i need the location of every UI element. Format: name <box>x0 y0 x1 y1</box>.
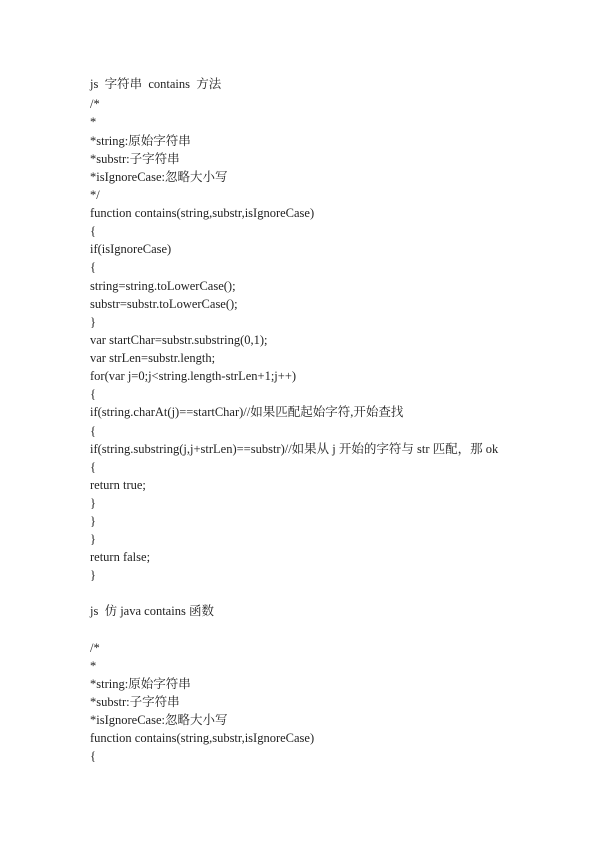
code-line: *isIgnoreCase:忽略大小写 <box>90 713 228 727</box>
code-line: return true; <box>90 478 146 492</box>
code-line: { <box>90 460 96 474</box>
code-line: } <box>90 496 96 510</box>
code-line: /* <box>90 641 100 655</box>
section-heading-contains-method: js 字符串 contains 方法 <box>90 77 222 91</box>
code-line: string=string.toLowerCase(); <box>90 279 236 293</box>
code-line: *substr:子字符串 <box>90 695 180 709</box>
code-line: * <box>90 115 97 129</box>
code-line: } <box>90 568 96 582</box>
code-line: return false; <box>90 550 151 564</box>
code-line: substr=substr.toLowerCase(); <box>90 297 238 311</box>
code-line: for(var j=0;j<string.length-strLen+1;j++) <box>90 369 297 383</box>
code-line: { <box>90 387 96 401</box>
code-line: { <box>90 749 96 763</box>
code-line: { <box>90 424 96 438</box>
code-line: *string:原始字符串 <box>90 677 191 691</box>
code-line: if(string.substring(j,j+strLen)==substr)//如果从 j 开始的字符与 str 匹配，那 ok <box>90 442 499 456</box>
code-line: } <box>90 315 96 329</box>
code-line: *isIgnoreCase:忽略大小写 <box>90 170 228 184</box>
code-line: { <box>90 260 96 274</box>
code-line: *substr:子字符串 <box>90 152 180 166</box>
code-line: * <box>90 659 97 673</box>
code-line: if(isIgnoreCase) <box>90 242 172 256</box>
code-line: } <box>90 532 96 546</box>
code-line: var strLen=substr.length; <box>90 351 216 365</box>
section-heading-java-contains: js 仿 java contains 函数 <box>90 604 214 618</box>
code-line: /* <box>90 97 100 111</box>
code-line: *string:原始字符串 <box>90 134 191 148</box>
code-line: function contains(string,substr,isIgnoreCase) <box>90 731 315 745</box>
code-line: if(string.charAt(j)==startChar)//如果匹配起始字符,开始查找 <box>90 405 404 419</box>
code-line: { <box>90 224 96 238</box>
code-line: function contains(string,substr,isIgnoreCase) <box>90 206 315 220</box>
code-line: } <box>90 514 96 528</box>
code-line: */ <box>90 188 100 202</box>
code-line: var startChar=substr.substring(0,1); <box>90 333 268 347</box>
